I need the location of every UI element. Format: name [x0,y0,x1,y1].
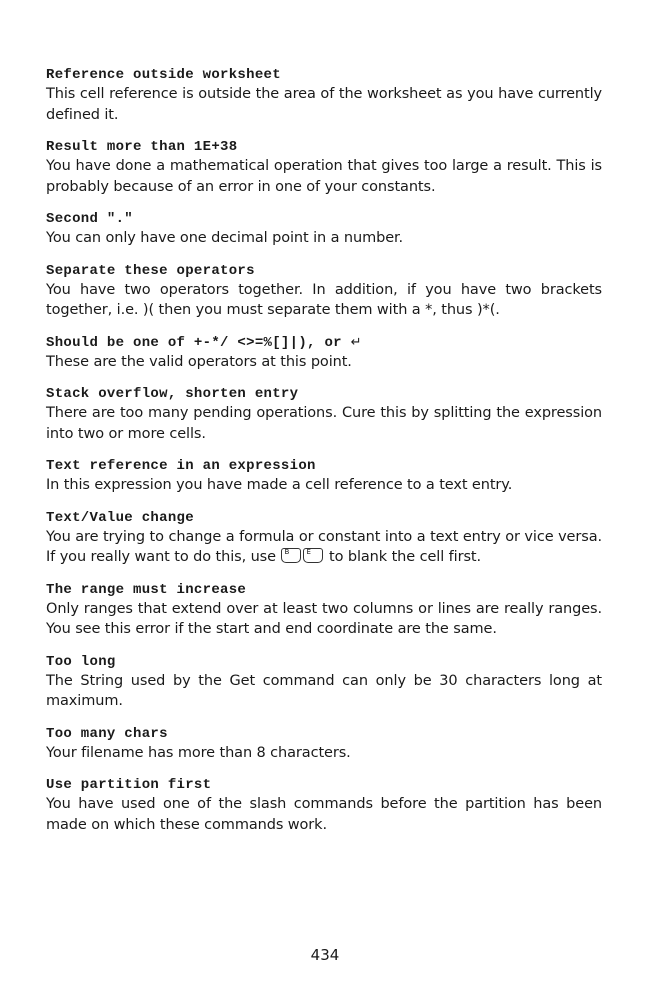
page-number: 434 [310,946,340,964]
entry-description-before: You are trying to change a formula or constant into a text entry or vice versa. If you really want to do this, use [46,528,602,565]
entry-heading: Use partition first [46,777,212,793]
entry-description: In this expression you have made a cell reference to a text entry. [46,477,513,493]
entry-heading: Separate these operators [46,262,255,279]
entry-heading [46,334,602,352]
entry-description: This cell reference is outside the area of the worksheet as you have currently defined it. [46,86,602,123]
entry-result-more-than [46,138,602,197]
entry-description: Only ranges that extend over at least two columns or lines are really ranges. You see this error if the start and end coordinate are the same. [46,600,602,637]
entry-description-after: to blank the cell first. [329,549,481,565]
b-key-icon [281,548,301,563]
entry-description: You have used one of the slash commands before the partition has been made on which these commands work. [46,796,602,833]
entry-description: You have done a mathematical operation that gives too large a result. This is probably because of an error in one of your constants. [46,158,602,195]
entry-description: The String used by the Get command can only be 30 characters long at maximum. [46,672,602,709]
entry-description: You can only have one decimal point in a number. [46,230,404,246]
entry-description: You have two operators together. In addition, if you have two brackets together, i.e. )( then you must separate them with a *, thus )*(. [46,281,602,318]
entry-heading: Second "." [46,211,134,227]
e-key-label: E [306,548,311,556]
entry-use-partition-first [46,776,602,835]
entry-heading: Reference outside worksheet [46,67,281,83]
entry-heading: Too long [46,653,116,670]
entry-stack-overflow [46,385,602,444]
b-key-label: B [284,548,290,556]
entry-heading: Text reference in an expression [46,458,316,474]
entry-description: There are too many pending operations. Cure this by splitting the expression into two or more cells. [46,405,602,442]
entry-description: These are the valid operators at this point. [46,353,352,370]
entry-too-long [46,653,602,712]
entry-heading-text: Should be one of +-*/ <>=%[]|), or [46,334,342,351]
entry-text-reference [46,457,602,496]
return-key-icon: ↵ [350,334,362,350]
entry-heading: Result more than 1E+38 [46,139,238,155]
entry-too-many-chars [46,725,602,764]
entry-heading: Text/Value change [46,509,194,526]
entry-heading: The range must increase [46,581,247,598]
entry-description: Your filename has more than 8 characters. [46,744,351,761]
entry-second-point [46,210,602,249]
document-page [46,66,602,835]
entry-heading: Too many chars [46,725,168,742]
entry-description [46,527,602,568]
e-key-icon [303,548,323,563]
entry-reference-outside-worksheet [46,66,602,125]
entry-valid-operators [46,334,602,373]
entry-heading: Stack overflow, shorten entry [46,386,299,402]
entry-text-value-change [46,509,602,568]
entry-separate-operators [46,262,602,321]
entry-range-must-increase [46,581,602,640]
